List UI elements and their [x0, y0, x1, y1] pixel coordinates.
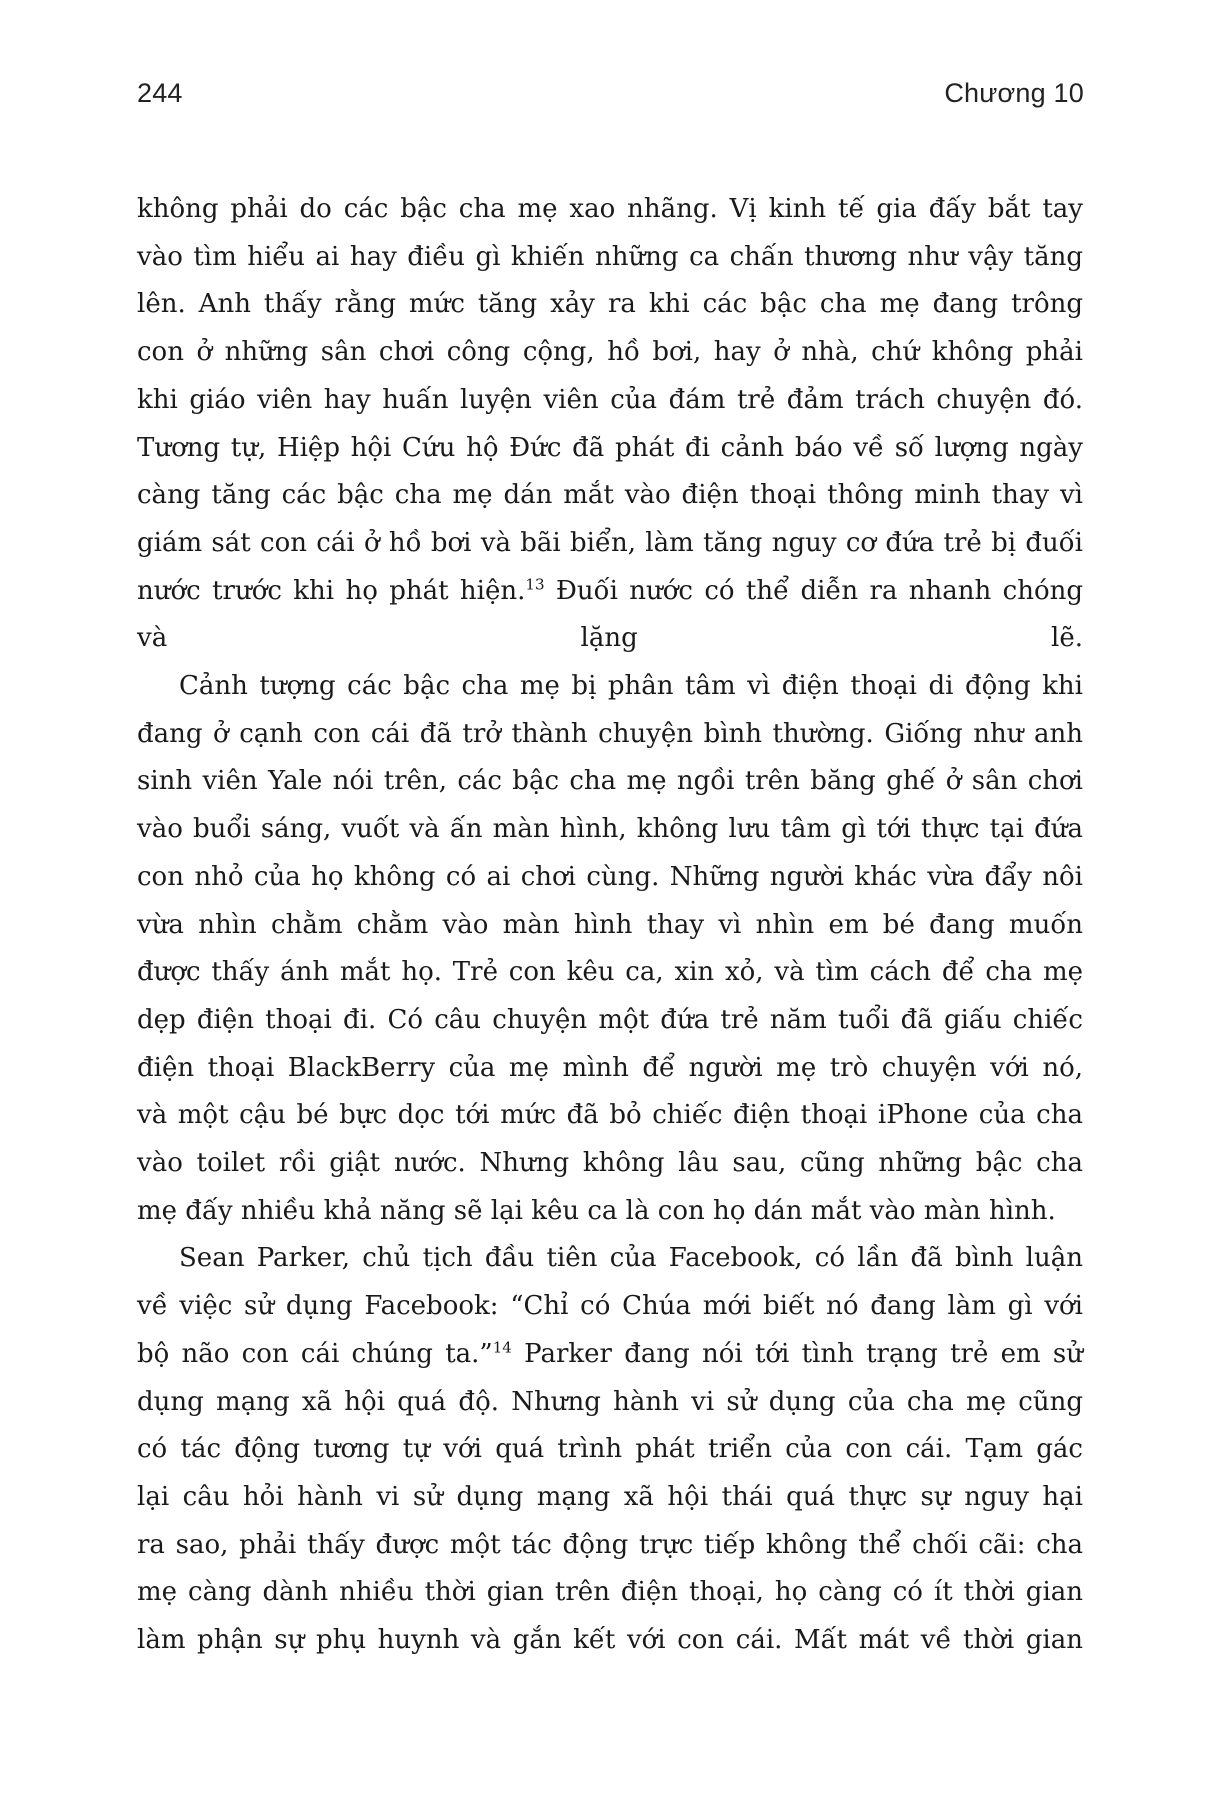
paragraph: [137, 1235, 1083, 1664]
text-line: vừa nhìn chằm chằm vào màn hình thay vì nhìn em bé đang muốn: [137, 909, 1083, 940]
running-header: [137, 78, 1084, 109]
paragraph: [137, 663, 1083, 1235]
text-line: Cảnh tượng các bậc cha mẹ bị phân tâm vì điện thoại di động khi: [179, 671, 1083, 702]
text-line: giám sát con cái ở hồ bơi và bãi biển, làm tăng nguy cơ đứa trẻ bị đuối: [137, 527, 1083, 558]
chapter-label: Chương 10: [944, 78, 1084, 108]
page-number: 244: [137, 78, 183, 108]
text-line: con nhỏ của họ không có ai chơi cùng. Những người khác vừa đẩy nôi: [137, 861, 1083, 892]
text-line: Tương tự, Hiệp hội Cứu hộ Đức đã phát đi cảnh báo về số lượng ngày: [137, 432, 1083, 463]
text-line: được thấy ánh mắt họ. Trẻ con kêu ca, xin xỏ, và tìm cách để cha mẹ: [137, 957, 1083, 988]
footnote-ref: 14: [492, 1338, 512, 1357]
text-line: điện thoại BlackBerry của mẹ mình để người mẹ trò chuyện với nó,: [137, 1052, 1083, 1083]
text-line: vào buổi sáng, vuốt và ấn màn hình, không lưu tâm gì tới thực tại đứa: [137, 814, 1083, 845]
text-line: vào toilet rồi giật nước. Nhưng không lâu sau, cũng những bậc cha: [137, 1148, 1083, 1179]
text-line: bộ não con cái chúng ta.”$^{14}$ Parker đang nói tới tình trạng trẻ em sử: [137, 1338, 1083, 1369]
text-line: càng tăng các bậc cha mẹ dán mắt vào điện thoại thông minh thay vì: [137, 480, 1083, 511]
text-line: không phải do các bậc cha mẹ xao nhãng. Vị kinh tế gia đấy bắt tay: [137, 194, 1083, 224]
text-line: lại câu hỏi hành vi sử dụng mạng xã hội thái quá thực sự nguy hại: [137, 1481, 1083, 1512]
text-line: khi giáo viên hay huấn luyện viên của đám trẻ đảm trách chuyện đó.: [137, 384, 1083, 415]
text-line: dụng mạng xã hội quá độ. Nhưng hành vi sử dụng của cha mẹ cũng: [137, 1386, 1083, 1417]
text-line: và lặng lẽ.: [137, 623, 1083, 654]
text-line: nước trước khi họ phát hiện.$^{13}$ Đuối nước có thể diễn ra nhanh chóng: [137, 574, 1084, 606]
text-line: có tác động tương tự với quá trình phát triển của con cái. Tạm gác: [137, 1434, 1083, 1465]
footnote-ref: 13: [525, 574, 545, 593]
text-line: mẹ càng dành nhiều thời gian trên điện thoại, họ càng có ít thời gian: [137, 1577, 1083, 1608]
text-line: đang ở cạnh con cái đã trở thành chuyện bình thường. Giống như anh: [137, 718, 1083, 749]
text-column: [137, 186, 1083, 1665]
text-line: và một cậu bé bực dọc tới mức đã bỏ chiếc điện thoại iPhone của cha: [137, 1100, 1083, 1131]
text-line: ra sao, phải thấy được một tác động trực tiếp không thể chối cãi: cha: [137, 1529, 1083, 1560]
text-line: mẹ đấy nhiều khả năng sẽ lại kêu ca là con họ dán mắt vào màn hình.: [137, 1195, 1056, 1226]
paragraph: [137, 186, 1083, 663]
text-line: về việc sử dụng Facebook: “Chỉ có Chúa mới biết nó đang làm gì với: [137, 1291, 1083, 1322]
text-line: sinh viên Yale nói trên, các bậc cha mẹ ngồi trên băng ghế ở sân chơi: [137, 766, 1083, 797]
text-line: Sean Parker, chủ tịch đầu tiên của Facebook, có lần đã bình luận: [179, 1243, 1083, 1274]
text-line: dẹp điện thoại đi. Có câu chuyện một đứa trẻ năm tuổi đã giấu chiếc: [137, 1004, 1083, 1035]
text-line: vào tìm hiểu ai hay điều gì khiến những ca chấn thương như vậy tăng: [137, 241, 1083, 272]
text-line: làm phận sự phụ huynh và gắn kết với con cái. Mất mát về thời gian: [137, 1625, 1083, 1656]
text-line: lên. Anh thấy rằng mức tăng xảy ra khi các bậc cha mẹ đang trông: [137, 289, 1083, 320]
text-line: con ở những sân chơi công cộng, hồ bơi, hay ở nhà, chứ không phải: [137, 337, 1083, 368]
